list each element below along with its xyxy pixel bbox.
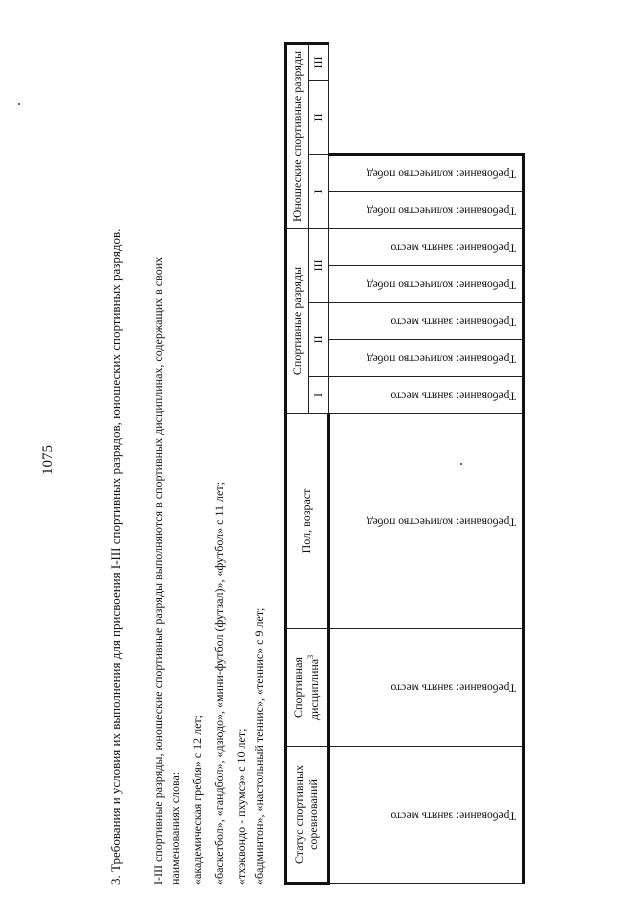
paragraph-line-1: I-III спортивные разряды, юношеские спортивные разряды выполняются в спортивных дисциплинах, содержащих в своих — [151, 256, 165, 885]
discipline-list-item: «академическая гребля» с 12 лет; — [190, 714, 204, 885]
youth-rank-1: I — [309, 155, 329, 229]
requirement-wins: Требование: количество побед — [366, 278, 516, 291]
requirement-place: Требование: занять место — [390, 809, 516, 822]
sport-3-wins-cell — [329, 340, 524, 377]
requirement-place: Требование: занять место — [389, 389, 516, 402]
table-requirements-row — [329, 44, 524, 884]
page-number: 1075 — [40, 445, 56, 475]
sport-2-wins-cell — [329, 414, 524, 629]
requirement-wins: Требование: количество побед — [366, 204, 516, 217]
discipline-list-item: «бадминтон», «настольный теннис», «теннис» с 9 лет; — [252, 607, 266, 885]
paragraph-line-2: наименованиях слова: — [168, 771, 182, 885]
requirement-wins: Требование: количество побед — [366, 352, 516, 365]
section-heading: 3. Требования и условия их выполнения для присвоения I-III спортивных разрядов, юношеских спортивных разрядов. — [108, 228, 123, 885]
sport-rank-2: II — [309, 303, 329, 377]
table-header-row — [286, 44, 309, 884]
youth-2-place-cell — [329, 229, 524, 266]
discipline-list-item: «тхэквондо - пхумсэ» с 10 лет; — [234, 728, 248, 885]
header-status-of-competitions: Статус спортивных соревнований — [286, 747, 329, 884]
youth-3-wins-cell — [329, 155, 524, 192]
sport-2-place-cell — [329, 629, 524, 747]
sport-rank-1: I — [309, 377, 329, 414]
youth-rank-2: II — [309, 81, 329, 155]
requirement-place: Требование: занять место — [389, 241, 516, 254]
requirement-wins: Требование: количество побед — [366, 167, 516, 180]
requirement-place: Требование: занять место — [390, 681, 516, 694]
discipline-list-item: «баскетбол», «гандбол», «дзюдо», «мини-футбол (футзал)», «футбол» с 11 лет; — [212, 482, 226, 885]
sport-rank-3: III — [309, 229, 329, 303]
youth-1-wins-cell — [329, 266, 524, 303]
requirement-wins: Требование: количество побед — [366, 515, 516, 528]
scan-speck — [18, 103, 20, 105]
sport-1-place-cell — [329, 747, 524, 884]
scan-speck — [460, 463, 462, 465]
header-sport-discipline: Спортивная дисциплина$^3$ — [286, 629, 329, 747]
youth-2-wins-cell — [329, 192, 524, 229]
youth-1-place-cell — [329, 303, 524, 340]
header-group-sport-ranks: Спортивные разряды — [286, 229, 309, 414]
sport-3-place-cell — [329, 377, 524, 414]
rank-requirements-table — [284, 42, 525, 885]
footnote-marker: 3 — [306, 654, 315, 659]
header-group-youth-ranks: Юношеские спортивные разряды — [286, 44, 309, 229]
youth-rank-3: III — [309, 44, 329, 81]
requirement-place: Требование: занять место — [389, 315, 516, 328]
header-sex-age: Пол, возраст — [286, 414, 329, 629]
